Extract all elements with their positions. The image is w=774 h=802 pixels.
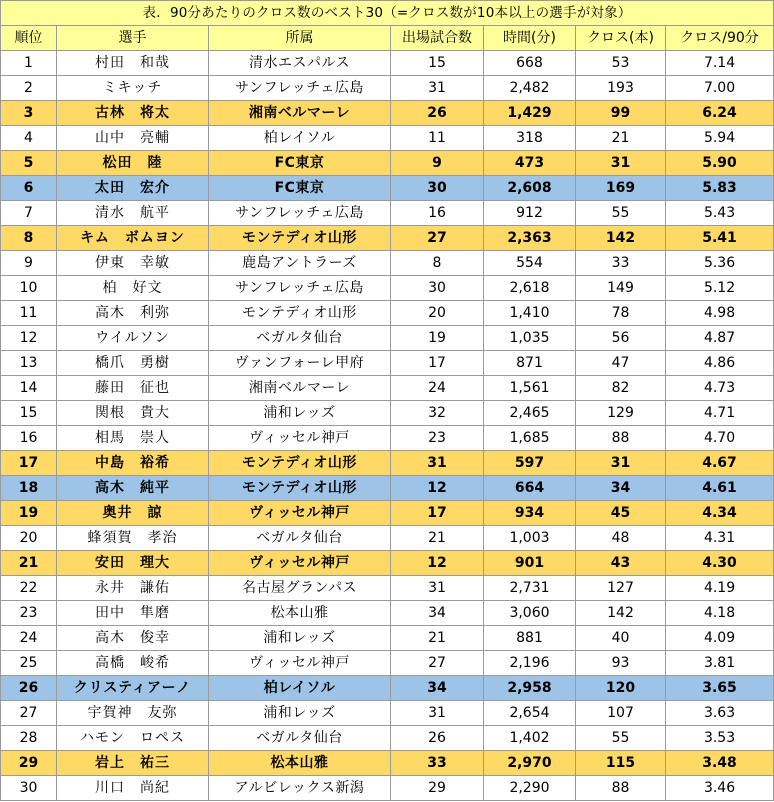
cross-count: 93 (576, 651, 666, 676)
minutes-played: 881 (484, 626, 576, 651)
player-name: 太田 宏介 (57, 176, 209, 201)
minutes-played: 2,290 (484, 776, 576, 801)
player-name: ウイルソン (57, 326, 209, 351)
crosses-per-90: 4.34 (666, 501, 774, 526)
minutes-played: 2,482 (484, 76, 576, 101)
club-name: 浦和レッズ (209, 626, 391, 651)
player-name: ハモン ロペス (57, 726, 209, 751)
rank-cell: 4 (1, 126, 57, 151)
cross-count: 149 (576, 276, 666, 301)
player-name: 古林 将太 (57, 101, 209, 126)
rank-cell: 3 (1, 101, 57, 126)
minutes-played: 318 (484, 126, 576, 151)
minutes-played: 473 (484, 151, 576, 176)
club-name: 名古屋グランパス (209, 576, 391, 601)
table-row (1, 301, 774, 326)
minutes-played: 3,060 (484, 601, 576, 626)
games-played: 27 (391, 226, 484, 251)
table-row (1, 326, 774, 351)
header-row (1, 26, 774, 51)
rank-cell: 17 (1, 451, 57, 476)
rank-cell: 26 (1, 676, 57, 701)
table-row (1, 176, 774, 201)
crosses-per-90: 4.86 (666, 351, 774, 376)
cross-count: 43 (576, 551, 666, 576)
games-played: 34 (391, 601, 484, 626)
rank-cell: 23 (1, 601, 57, 626)
header-per90: クロス/90分 (666, 26, 774, 51)
minutes-played: 664 (484, 476, 576, 501)
crosses-per-90: 4.61 (666, 476, 774, 501)
games-played: 31 (391, 576, 484, 601)
player-name: 奥井 諒 (57, 501, 209, 526)
table-row (1, 451, 774, 476)
cross-count: 88 (576, 776, 666, 801)
crosses-per-90: 7.00 (666, 76, 774, 101)
minutes-played: 2,608 (484, 176, 576, 201)
club-name: ヴィッセル神戸 (209, 551, 391, 576)
cross-count: 107 (576, 701, 666, 726)
cross-count: 120 (576, 676, 666, 701)
table-row (1, 701, 774, 726)
rank-cell: 15 (1, 401, 57, 426)
minutes-played: 934 (484, 501, 576, 526)
player-name: 松田 陸 (57, 151, 209, 176)
games-played: 31 (391, 76, 484, 101)
player-name: 川口 尚紀 (57, 776, 209, 801)
crosses-per-90: 4.87 (666, 326, 774, 351)
club-name: FC東京 (209, 176, 391, 201)
table-row (1, 51, 774, 76)
crosses-per-90: 4.70 (666, 426, 774, 451)
minutes-played: 2,731 (484, 576, 576, 601)
cross-count: 193 (576, 76, 666, 101)
rank-cell: 28 (1, 726, 57, 751)
crosses-per-90: 3.53 (666, 726, 774, 751)
club-name: 湘南ベルマーレ (209, 376, 391, 401)
table-row (1, 751, 774, 776)
games-played: 26 (391, 101, 484, 126)
games-played: 17 (391, 351, 484, 376)
games-played: 16 (391, 201, 484, 226)
games-played: 24 (391, 376, 484, 401)
minutes-played: 2,618 (484, 276, 576, 301)
minutes-played: 1,429 (484, 101, 576, 126)
crosses-per-90: 4.98 (666, 301, 774, 326)
rank-cell: 25 (1, 651, 57, 676)
player-name: 橋爪 勇樹 (57, 351, 209, 376)
minutes-played: 2,196 (484, 651, 576, 676)
cross-count: 47 (576, 351, 666, 376)
table-row (1, 726, 774, 751)
cross-count: 82 (576, 376, 666, 401)
player-name: 高木 利弥 (57, 301, 209, 326)
games-played: 31 (391, 451, 484, 476)
header-games: 出場試合数 (391, 26, 484, 51)
rank-cell: 1 (1, 51, 57, 76)
header-rank: 順位 (1, 26, 57, 51)
games-played: 9 (391, 151, 484, 176)
cross-count: 48 (576, 526, 666, 551)
rank-cell: 5 (1, 151, 57, 176)
games-played: 12 (391, 476, 484, 501)
crosses-per-90: 4.19 (666, 576, 774, 601)
player-name: 中島 裕希 (57, 451, 209, 476)
club-name: 柏レイソル (209, 676, 391, 701)
club-name: サンフレッチェ広島 (209, 276, 391, 301)
cross-count: 53 (576, 51, 666, 76)
table-row (1, 651, 774, 676)
cross-count: 40 (576, 626, 666, 651)
player-name: 相馬 崇人 (57, 426, 209, 451)
table-row (1, 151, 774, 176)
cross-count: 169 (576, 176, 666, 201)
player-name: 伊東 幸敏 (57, 251, 209, 276)
club-name: モンテディオ山形 (209, 301, 391, 326)
club-name: 湘南ベルマーレ (209, 101, 391, 126)
crosses-per-90: 3.65 (666, 676, 774, 701)
minutes-played: 912 (484, 201, 576, 226)
club-name: 浦和レッズ (209, 701, 391, 726)
club-name: モンテディオ山形 (209, 451, 391, 476)
player-name: 関根 貴大 (57, 401, 209, 426)
rank-cell: 16 (1, 426, 57, 451)
cross-count: 88 (576, 426, 666, 451)
table-row (1, 551, 774, 576)
club-name: モンテディオ山形 (209, 476, 391, 501)
rank-cell: 21 (1, 551, 57, 576)
player-name: 清水 航平 (57, 201, 209, 226)
games-played: 23 (391, 426, 484, 451)
rank-cell: 8 (1, 226, 57, 251)
rank-cell: 6 (1, 176, 57, 201)
cross-count: 142 (576, 226, 666, 251)
rank-cell: 30 (1, 776, 57, 801)
player-name: キム ボムヨン (57, 226, 209, 251)
games-played: 31 (391, 701, 484, 726)
crosses-per-90: 5.83 (666, 176, 774, 201)
club-name: FC東京 (209, 151, 391, 176)
minutes-played: 2,970 (484, 751, 576, 776)
minutes-played: 668 (484, 51, 576, 76)
minutes-played: 871 (484, 351, 576, 376)
table-row (1, 126, 774, 151)
games-played: 34 (391, 676, 484, 701)
games-played: 15 (391, 51, 484, 76)
crosses-per-90: 5.36 (666, 251, 774, 276)
rank-cell: 29 (1, 751, 57, 776)
cross-count: 33 (576, 251, 666, 276)
crosses-per-90: 4.67 (666, 451, 774, 476)
games-played: 12 (391, 551, 484, 576)
table-row (1, 351, 774, 376)
table-row (1, 576, 774, 601)
games-played: 8 (391, 251, 484, 276)
table-row (1, 276, 774, 301)
cross-count: 99 (576, 101, 666, 126)
rank-cell: 18 (1, 476, 57, 501)
table-row (1, 76, 774, 101)
table-row (1, 626, 774, 651)
club-name: サンフレッチェ広島 (209, 76, 391, 101)
games-played: 30 (391, 276, 484, 301)
crosses-per-90: 3.81 (666, 651, 774, 676)
table-row (1, 776, 774, 801)
table-row (1, 426, 774, 451)
club-name: 清水エスパルス (209, 51, 391, 76)
player-name: クリスティアーノ (57, 676, 209, 701)
player-name: 田中 隼磨 (57, 601, 209, 626)
header-player: 選手 (57, 26, 209, 51)
cross-count: 127 (576, 576, 666, 601)
games-played: 21 (391, 526, 484, 551)
player-name: 高木 俊幸 (57, 626, 209, 651)
minutes-played: 597 (484, 451, 576, 476)
minutes-played: 1,410 (484, 301, 576, 326)
games-played: 30 (391, 176, 484, 201)
crosses-per-90: 3.63 (666, 701, 774, 726)
table-row (1, 526, 774, 551)
header-crosses: クロス(本) (576, 26, 666, 51)
cross-count: 21 (576, 126, 666, 151)
minutes-played: 1,685 (484, 426, 576, 451)
club-name: アルビレックス新潟 (209, 776, 391, 801)
minutes-played: 554 (484, 251, 576, 276)
player-name: ミキッチ (57, 76, 209, 101)
table-row (1, 376, 774, 401)
player-name: 藤田 征也 (57, 376, 209, 401)
rank-cell: 7 (1, 201, 57, 226)
crosses-per-90: 5.90 (666, 151, 774, 176)
rank-cell: 27 (1, 701, 57, 726)
cross-count: 55 (576, 201, 666, 226)
cross-count: 129 (576, 401, 666, 426)
table-row (1, 501, 774, 526)
club-name: 松本山雅 (209, 751, 391, 776)
minutes-played: 1,402 (484, 726, 576, 751)
rank-cell: 22 (1, 576, 57, 601)
crosses-per-90: 5.12 (666, 276, 774, 301)
player-name: 安田 理大 (57, 551, 209, 576)
cross-count: 56 (576, 326, 666, 351)
player-name: 柏 好文 (57, 276, 209, 301)
club-name: モンテディオ山形 (209, 226, 391, 251)
games-played: 32 (391, 401, 484, 426)
table-title: 表．90分あたりのクロス数のベスト30（=クロス数が10本以上の選手が対象） (1, 1, 774, 26)
games-played: 26 (391, 726, 484, 751)
club-name: サンフレッチェ広島 (209, 201, 391, 226)
crosses-per-90: 3.48 (666, 751, 774, 776)
player-name: 高橋 峻希 (57, 651, 209, 676)
minutes-played: 1,035 (484, 326, 576, 351)
player-name: 宇賀神 友弥 (57, 701, 209, 726)
games-played: 29 (391, 776, 484, 801)
games-played: 27 (391, 651, 484, 676)
table-row (1, 601, 774, 626)
header-club: 所属 (209, 26, 391, 51)
crosses-per-90: 5.43 (666, 201, 774, 226)
crosses-per-90: 4.71 (666, 401, 774, 426)
cross-count: 31 (576, 451, 666, 476)
table-row (1, 226, 774, 251)
player-name: 岩上 祐三 (57, 751, 209, 776)
rank-cell: 10 (1, 276, 57, 301)
rank-cell: 19 (1, 501, 57, 526)
crosses-per-90: 4.30 (666, 551, 774, 576)
games-played: 33 (391, 751, 484, 776)
crosses-per-90: 3.46 (666, 776, 774, 801)
club-name: 柏レイソル (209, 126, 391, 151)
club-name: ヴァンフォーレ甲府 (209, 351, 391, 376)
cross-count: 31 (576, 151, 666, 176)
cross-count: 142 (576, 601, 666, 626)
table-row (1, 401, 774, 426)
club-name: 鹿島アントラーズ (209, 251, 391, 276)
club-name: ベガルタ仙台 (209, 726, 391, 751)
rank-cell: 11 (1, 301, 57, 326)
club-name: ベガルタ仙台 (209, 326, 391, 351)
rank-cell: 2 (1, 76, 57, 101)
club-name: ヴィッセル神戸 (209, 426, 391, 451)
player-name: 村田 和哉 (57, 51, 209, 76)
rank-cell: 13 (1, 351, 57, 376)
games-played: 19 (391, 326, 484, 351)
crosses-per-90: 5.41 (666, 226, 774, 251)
cross-count: 78 (576, 301, 666, 326)
crosses-per-90: 6.24 (666, 101, 774, 126)
rank-cell: 12 (1, 326, 57, 351)
crosses-per-90: 5.94 (666, 126, 774, 151)
cross-count: 115 (576, 751, 666, 776)
table-row (1, 676, 774, 701)
header-minutes: 時間(分) (484, 26, 576, 51)
minutes-played: 2,958 (484, 676, 576, 701)
games-played: 21 (391, 626, 484, 651)
club-name: ヴィッセル神戸 (209, 651, 391, 676)
player-name: 山中 亮輔 (57, 126, 209, 151)
crosses-per-90: 7.14 (666, 51, 774, 76)
cross-count: 45 (576, 501, 666, 526)
minutes-played: 2,465 (484, 401, 576, 426)
crosses-per-90: 4.31 (666, 526, 774, 551)
crosses-per-90: 4.09 (666, 626, 774, 651)
rank-cell: 20 (1, 526, 57, 551)
crosses-per-90: 4.73 (666, 376, 774, 401)
table-row (1, 476, 774, 501)
table-row (1, 101, 774, 126)
minutes-played: 1,561 (484, 376, 576, 401)
rank-cell: 14 (1, 376, 57, 401)
cross-count: 34 (576, 476, 666, 501)
games-played: 17 (391, 501, 484, 526)
table-row (1, 201, 774, 226)
minutes-played: 2,654 (484, 701, 576, 726)
rank-cell: 9 (1, 251, 57, 276)
cross-count: 55 (576, 726, 666, 751)
club-name: ヴィッセル神戸 (209, 501, 391, 526)
player-name: 蜂須賀 孝治 (57, 526, 209, 551)
player-name: 永井 謙佑 (57, 576, 209, 601)
club-name: 松本山雅 (209, 601, 391, 626)
club-name: 浦和レッズ (209, 401, 391, 426)
games-played: 20 (391, 301, 484, 326)
minutes-played: 2,363 (484, 226, 576, 251)
rank-cell: 24 (1, 626, 57, 651)
minutes-played: 1,003 (484, 526, 576, 551)
club-name: ベガルタ仙台 (209, 526, 391, 551)
crosses-per-90: 4.18 (666, 601, 774, 626)
minutes-played: 901 (484, 551, 576, 576)
table-row (1, 251, 774, 276)
player-name: 高木 純平 (57, 476, 209, 501)
games-played: 11 (391, 126, 484, 151)
